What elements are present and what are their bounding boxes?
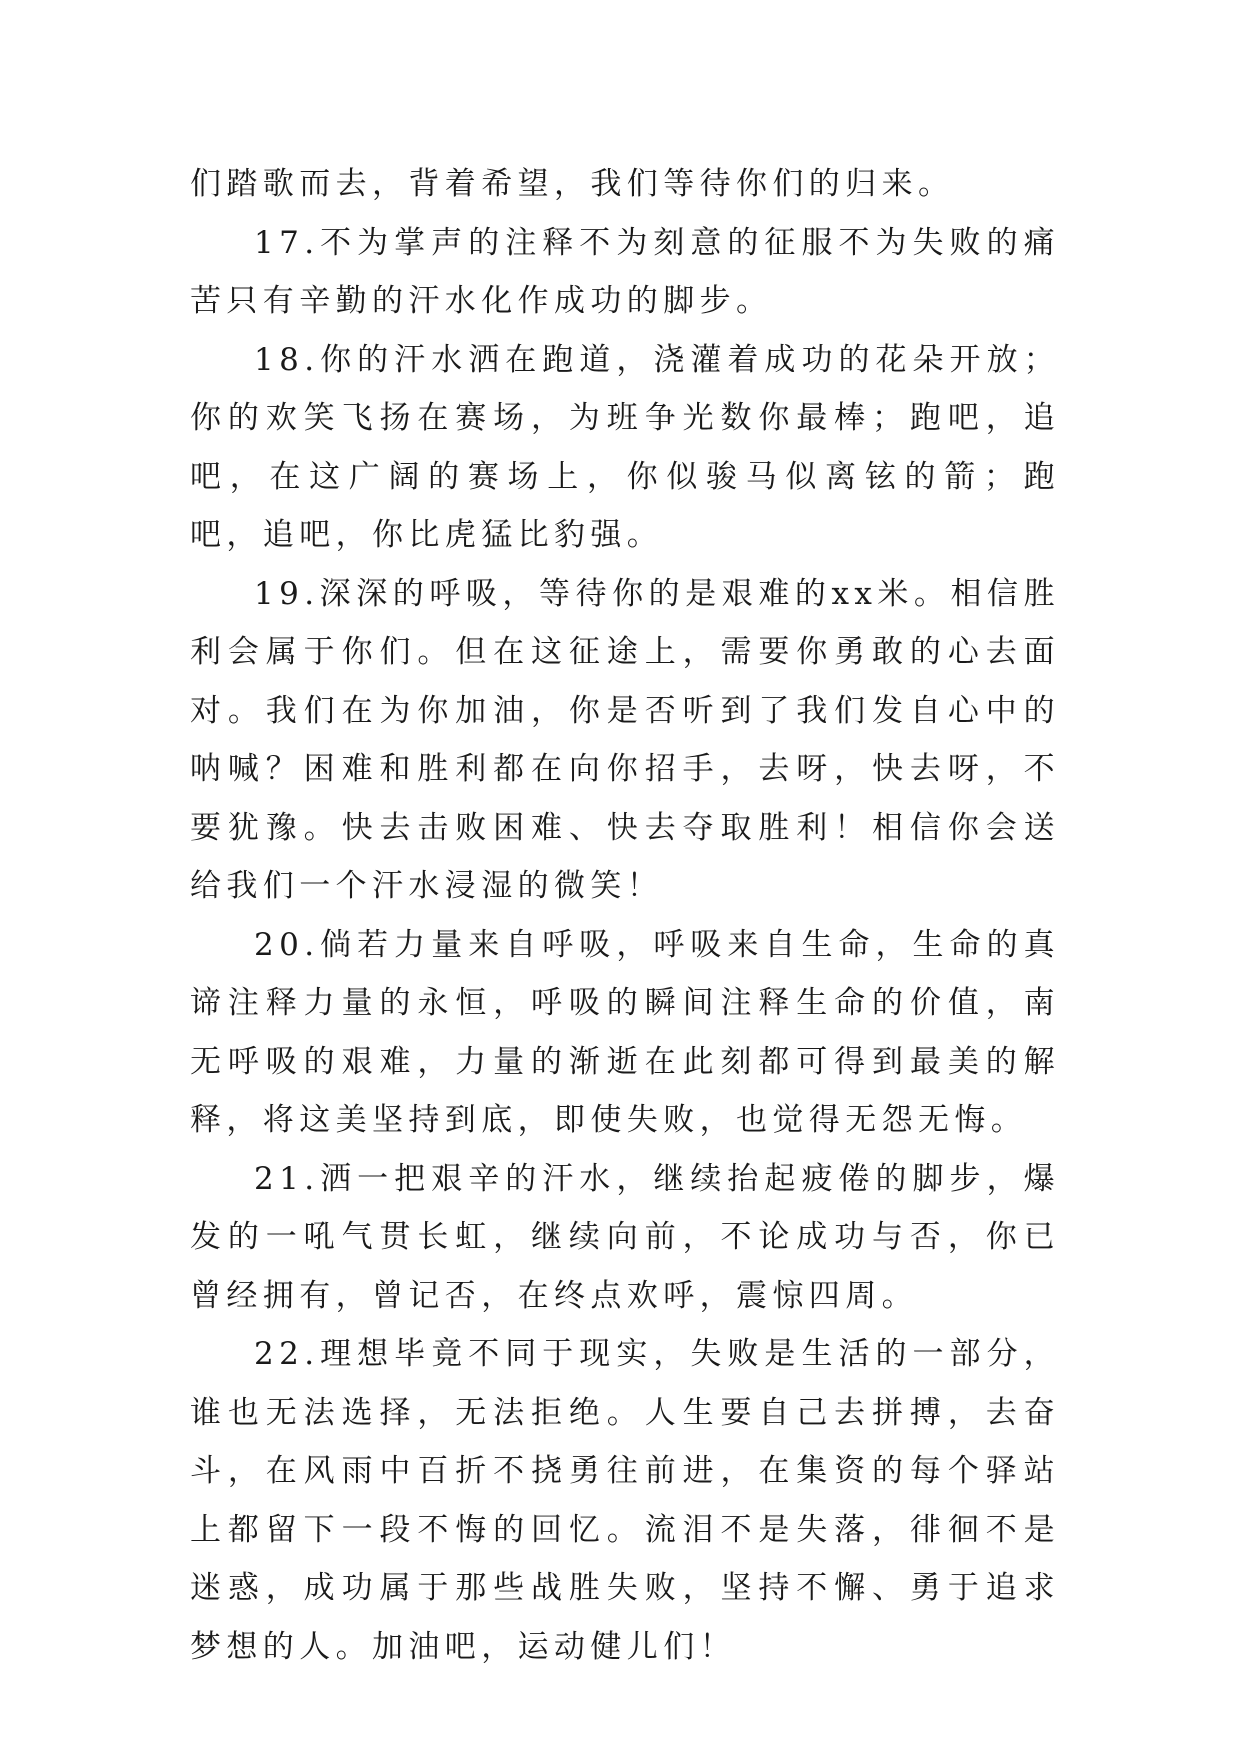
paragraph-18: 18.你的汗水洒在跑道，浇灌着成功的花朵开放；你的欢笑飞扬在赛场，为班争光数你最棒；跑吧，追吧，在这广阔的赛场上，你似骏马似离铉的箭；跑吧，追吧，你比虎猛比豹强。 <box>190 341 1060 553</box>
paragraph-17: 17.不为掌声的注释不为刻意的征服不为失败的痛苦只有辛勤的汗水化作成功的脚步。 <box>190 224 1060 319</box>
paragraph-22: 22.理想毕竟不同于现实，失败是生活的一部分，谁也无法选择，无法拒绝。人生要自己去拼搏，去奋斗，在风雨中百折不挠勇往前进，在集资的每个驿站上都留下一段不悔的回忆。流泪不是失落，徘徊不是迷惑，成功属于那些战胜失败，坚持不懈、勇于追求梦想的人。加油吧，运动健儿们！ <box>190 1336 1060 1665</box>
paragraph-21: 21.洒一把艰辛的汗水，继续抬起疲倦的脚步，爆发的一吼气贯长虹，继续向前，不论成功与否，你已曾经拥有，曾记否，在终点欢呼，震惊四周。 <box>190 1160 1060 1314</box>
paragraph-continuation: 们踏歌而去，背着希望，我们等待你们的归来。 <box>190 166 955 202</box>
paragraph-20: 20.倘若力量来自呼吸，呼吸来自生命，生命的真谛注释力量的永恒，呼吸的瞬间注释生命的价值，南无呼吸的艰难，力量的渐逝在此刻都可得到最美的解释，将这美坚持到底，即使失败，也觉得无怨无悔。 <box>190 926 1060 1138</box>
paragraph-19: 19.深深的呼吸，等待你的是艰难的xx米。相信胜利会属于你们。但在这征途上，需要你勇敢的心去面对。我们在为你加油，你是否听到了我们发自心中的呐喊？困难和胜利都在向你招手，去呀，快去呀，不要犹豫。快去击败困难、快去夺取胜利！相信你会送给我们一个汗水浸湿的微笑！ <box>190 575 1060 904</box>
document-body <box>190 155 1060 1676</box>
